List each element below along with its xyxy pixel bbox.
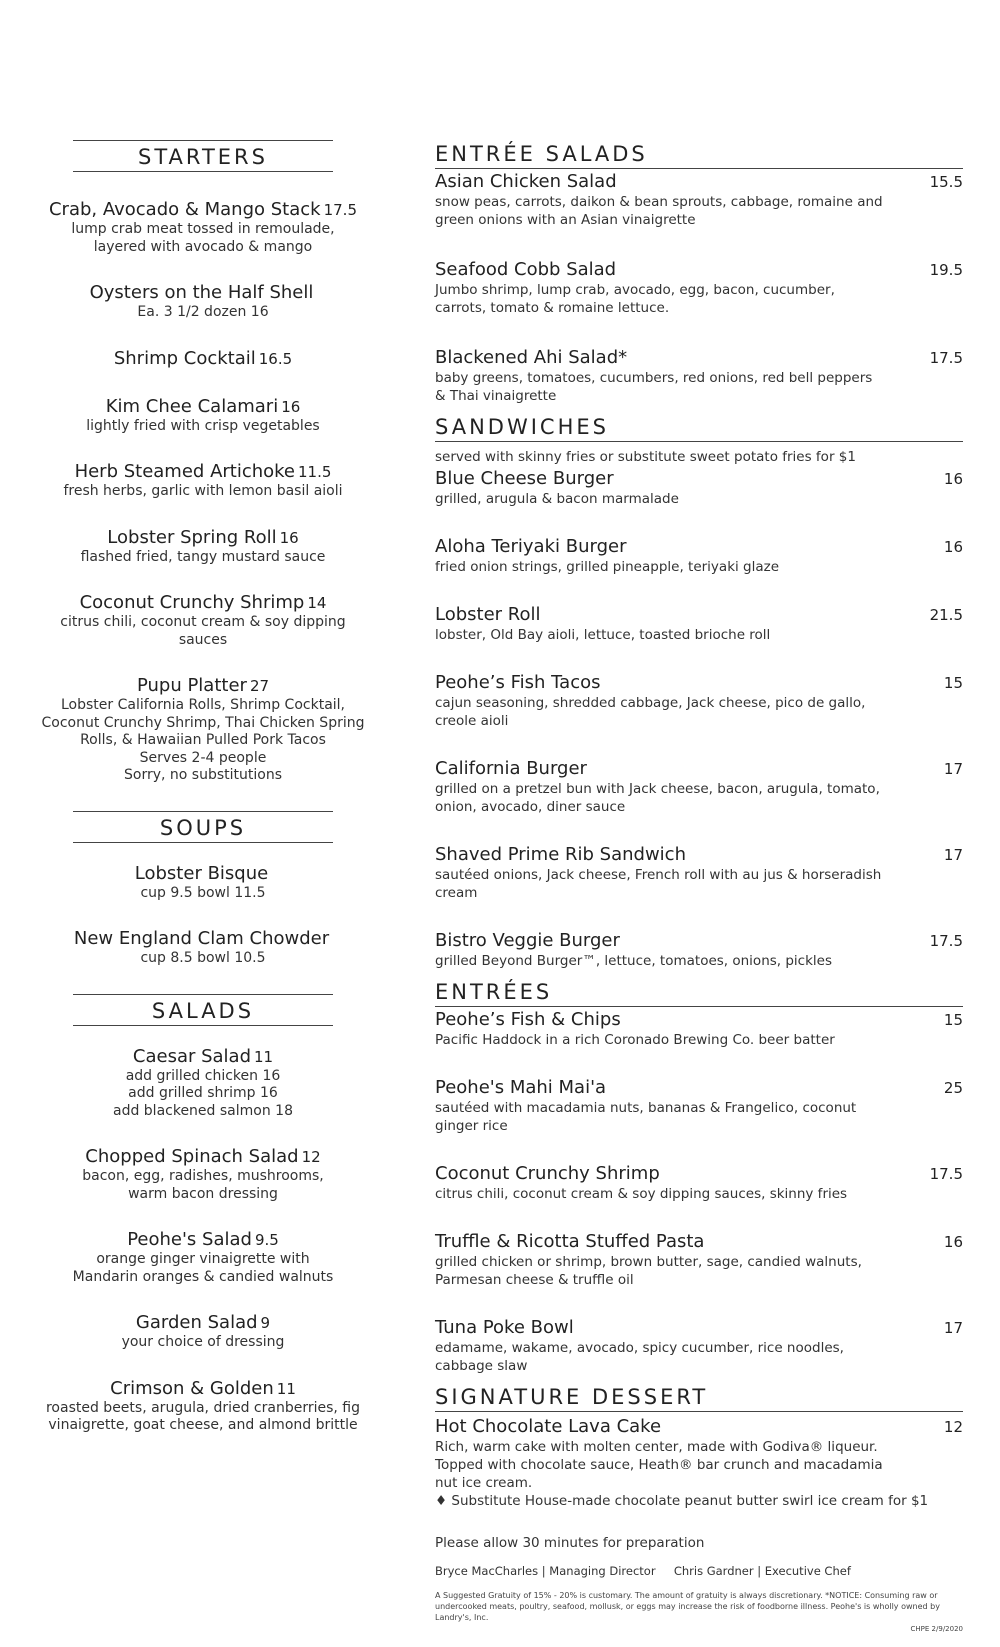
menu-item	[435, 1231, 963, 1289]
item-name	[40, 928, 366, 950]
item-name-text: Caesar Salad	[132, 1045, 252, 1067]
menu-item	[435, 171, 963, 229]
item-desc: vinaigrette, goat cheese, and almond brittle	[48, 1417, 358, 1433]
item-name: Blue Cheese Burger	[435, 468, 614, 489]
item-price: 19.5	[929, 261, 963, 279]
menu-item	[435, 844, 963, 902]
item-name-text: Shrimp Cocktail	[113, 347, 256, 369]
item-price: 16	[943, 1233, 963, 1251]
item-name: Aloha Teriyaki Burger	[435, 536, 627, 557]
item-name	[40, 199, 366, 221]
item-desc: sautéed onions, Jack cheese, French roll with au jus & horseradish cream	[435, 867, 882, 901]
item-desc: add grilled shrimp 16	[128, 1085, 278, 1101]
dessert-heading: SIGNATURE DESSERT	[435, 1383, 963, 1412]
item-name: Coconut Crunchy Shrimp	[435, 1163, 660, 1184]
menu-item	[40, 675, 366, 785]
item-desc: Ea. 3 1/2 dozen 16	[137, 304, 269, 320]
item-desc: bacon, egg, radishes, mushrooms,	[82, 1168, 324, 1184]
item-price: 9	[260, 1314, 271, 1332]
left-column	[40, 140, 366, 1435]
item-desc: orange ginger vinaigrette with	[96, 1251, 310, 1267]
item-price: 12	[301, 1148, 321, 1166]
item-desc: add blackened salmon 18	[112, 1102, 293, 1119]
item-desc: Rolls, & Hawaiian Pulled Pork Tacos	[80, 732, 326, 748]
item-name: Peohe’s Fish & Chips	[435, 1009, 621, 1030]
item-price: 17.5	[929, 932, 963, 950]
item-desc: add grilled chicken 16	[125, 1067, 281, 1084]
item-price: 16	[943, 470, 963, 488]
menu-item	[435, 1009, 963, 1049]
item-price: 21.5	[929, 606, 963, 624]
sandwiches-note: served with skinny fries or substitute sweet potato fries for $1	[435, 449, 856, 465]
sandwiches-list	[435, 468, 963, 970]
item-desc: cup 8.5 bowl 10.5	[140, 950, 266, 966]
item-desc: grilled, arugula & bacon marmalade	[435, 491, 679, 507]
item-name	[40, 1146, 366, 1168]
item-desc: Pacific Haddock in a rich Coronado Brewing Co. beer batter	[435, 1032, 835, 1048]
item-name-text: Lobster Bisque	[134, 862, 269, 884]
menu-item	[40, 461, 366, 501]
menu-item	[40, 348, 366, 370]
item-price: 9.5	[254, 1231, 279, 1249]
item-price: 17.5	[323, 201, 357, 219]
menu-item	[40, 1378, 366, 1435]
menu-item	[435, 468, 963, 508]
entrees-heading: ENTRÉES	[435, 978, 963, 1007]
menu-item	[435, 672, 963, 730]
prep-note: Please allow 30 minutes for preparation	[435, 1535, 705, 1551]
staff-credits: Bryce MacCharles | Managing Director Chris Gardner | Executive Chef	[435, 1564, 851, 1578]
item-price: 16.5	[258, 349, 293, 368]
entrees-list	[435, 1009, 963, 1375]
item-name-text: Peohe's Salad	[127, 1229, 252, 1250]
menu-item	[40, 928, 366, 968]
item-name	[40, 348, 366, 370]
item-desc: sautéed with macadamia nuts, bananas & Frangelico, coconut ginger rice	[435, 1100, 857, 1134]
entree-salads-list	[435, 171, 963, 405]
item-desc: cajun seasoning, shredded cabbage, Jack cheese, pico de gallo, creole aioli	[435, 695, 866, 729]
salads-list	[40, 1046, 366, 1435]
starters-list	[40, 199, 366, 785]
menu-item	[40, 1229, 366, 1286]
item-name-text: Pupu Platter	[136, 675, 247, 696]
item-name-text: Crimson & Golden	[110, 1377, 274, 1399]
item-desc: cup 9.5 bowl 11.5	[140, 884, 266, 901]
item-desc: lump crab meat tossed in remoulade,	[71, 221, 335, 237]
menu-item	[40, 863, 366, 903]
item-desc: Sorry, no substitutions	[124, 767, 282, 783]
item-desc: warm bacon dressing	[128, 1185, 278, 1202]
item-desc: edamame, wakame, avocado, spicy cucumber, rice noodles, cabbage slaw	[435, 1340, 844, 1374]
item-desc: grilled Beyond Burger™, lettuce, tomatoes, onions, pickles	[435, 953, 833, 969]
item-name: Shaved Prime Rib Sandwich	[435, 844, 686, 865]
item-name	[40, 1312, 366, 1334]
item-price: 15	[943, 1011, 963, 1029]
item-name	[40, 863, 366, 885]
item-name	[40, 592, 366, 614]
item-price: 17.5	[929, 1165, 963, 1183]
item-name	[40, 675, 366, 697]
item-desc: Lobster California Rolls, Shrimp Cocktail,	[61, 697, 345, 713]
item-desc: roasted beets, arugula, dried cranberries, fig	[45, 1399, 360, 1416]
item-desc: flashed fried, tangy mustard sauce	[80, 548, 326, 565]
item-price: 17.5	[929, 349, 963, 367]
item-name-text: Garden Salad	[135, 1312, 258, 1333]
soups-heading: SOUPS	[73, 811, 333, 843]
item-name: Bistro Veggie Burger	[435, 930, 620, 951]
item-name	[40, 461, 366, 483]
item-name-text: Lobster Spring Roll	[107, 526, 277, 548]
menu-item	[435, 1317, 963, 1375]
item-price: 17	[943, 846, 963, 864]
item-name	[40, 1229, 366, 1251]
item-price: 27	[249, 677, 270, 695]
item-desc: Mandarin oranges & candied walnuts	[72, 1268, 334, 1285]
item-name	[40, 396, 366, 418]
right-column	[435, 140, 963, 1635]
item-name	[40, 1378, 366, 1400]
item-name: Peohe's Mahi Mai'a	[435, 1077, 607, 1098]
menu-item	[40, 282, 366, 322]
item-name: Truffle & Ricotta Stuffed Pasta	[435, 1231, 705, 1252]
item-desc: baby greens, tomatoes, cucumbers, red onions, red bell peppers & Thai vinaigrette	[435, 370, 873, 404]
item-price: 17	[943, 760, 963, 778]
item-desc: lobster, Old Bay aioli, lettuce, toasted brioche roll	[435, 627, 771, 643]
menu-code: CHPE 2/9/2020	[910, 1625, 963, 1633]
dessert-desc: Rich, warm cake with molten center, made with Godiva® liqueur. Topped with chocolate sauce, Heath® bar crunch and macadamia nut ice cream.	[435, 1439, 883, 1491]
item-price: 11.5	[298, 463, 332, 481]
item-desc: sauces	[178, 631, 228, 648]
item-price: 25	[943, 1079, 963, 1097]
menu-item	[40, 1146, 366, 1203]
item-price: 15	[943, 674, 963, 692]
item-price: 16	[281, 397, 301, 416]
item-desc: Serves 2-4 people	[139, 749, 267, 766]
item-desc: Jumbo shrimp, lump crab, avocado, egg, bacon, cucumber, carrots, tomato & romaine lettuce.	[435, 282, 835, 316]
item-desc: snow peas, carrots, daikon & bean sprouts, cabbage, romaine and green onions with an Asian vinaigrette	[435, 194, 883, 228]
item-desc: fresh herbs, garlic with lemon basil aioli	[63, 483, 343, 499]
item-price: 15.5	[929, 173, 963, 191]
item-name-text: Oysters on the Half Shell	[89, 282, 314, 303]
item-desc: Coconut Crunchy Shrimp, Thai Chicken Spring	[41, 714, 365, 731]
menu-item	[435, 1163, 963, 1203]
item-name: Seafood Cobb Salad	[435, 259, 617, 280]
dessert-substitute: ♦ Substitute House-made chocolate peanut butter swirl ice cream for $1	[435, 1493, 929, 1509]
dessert-item	[435, 1416, 963, 1510]
menu-item	[40, 1312, 366, 1352]
dessert-name: Hot Chocolate Lava Cake	[435, 1416, 662, 1437]
item-name	[40, 282, 366, 304]
soups-list	[40, 863, 366, 968]
dessert-price: 12	[943, 1418, 963, 1436]
menu-item	[435, 930, 963, 970]
item-desc: grilled chicken or shrimp, brown butter, sage, candied walnuts, Parmesan cheese & truffle oil	[435, 1254, 862, 1288]
item-name-text: Coconut Crunchy Shrimp	[79, 592, 305, 613]
item-name	[40, 1046, 366, 1068]
item-price: 16	[943, 538, 963, 556]
item-price: 11	[254, 1047, 274, 1066]
item-name-text: New England Clam Chowder	[73, 928, 330, 949]
item-name: Lobster Roll	[435, 604, 541, 625]
item-name-text: Chopped Spinach Salad	[85, 1146, 299, 1167]
item-desc: citrus chili, coconut cream & soy dipping sauces, skinny fries	[435, 1186, 848, 1202]
item-name: California Burger	[435, 758, 587, 779]
disclaimer: A Suggested Gratuity of 15% - 20% is customary. The amount of gratuity is always discretionary. *NOTICE: Consuming raw or undercooked meats, poultry, seafood, mollusk, or eggs may increase the risk of foodborne illness. Peohe's is wholly owned by Landry's, Inc.	[435, 1591, 940, 1622]
item-name: Asian Chicken Salad	[435, 171, 617, 192]
menu-item	[435, 758, 963, 816]
item-desc: lightly fried with crisp vegetables	[86, 417, 320, 434]
menu-item	[40, 396, 366, 436]
item-name: Peohe’s Fish Tacos	[435, 672, 601, 693]
menu-item	[40, 592, 366, 649]
menu-item	[435, 536, 963, 576]
item-price: 16	[279, 528, 299, 547]
menu-item	[435, 259, 963, 317]
item-name-text: Crab, Avocado & Mango Stack	[48, 199, 321, 220]
sandwiches-heading: SANDWICHES	[435, 413, 963, 442]
salads-heading: SALADS	[73, 994, 333, 1026]
item-name: Tuna Poke Bowl	[435, 1317, 574, 1338]
item-name-text: Kim Chee Calamari	[105, 395, 279, 417]
item-name-text: Herb Steamed Artichoke	[74, 461, 296, 482]
menu-item	[40, 1046, 366, 1121]
item-desc: fried onion strings, grilled pineapple, teriyaki glaze	[435, 559, 780, 575]
item-price: 17	[943, 1319, 963, 1337]
menu-item	[40, 527, 366, 567]
item-price: 14	[307, 594, 327, 612]
menu-item	[435, 1077, 963, 1135]
item-desc: grilled on a pretzel bun with Jack cheese, bacon, arugula, tomato, onion, avocado, diner sauce	[435, 781, 880, 815]
menu-item	[40, 199, 366, 256]
item-name: Blackened Ahi Salad*	[435, 347, 628, 368]
entree-salads-heading: ENTRÉE SALADS	[435, 140, 963, 169]
item-desc: citrus chili, coconut cream & soy dipping	[60, 614, 346, 630]
item-desc: layered with avocado & mango	[93, 238, 313, 255]
starters-heading: STARTERS	[73, 140, 333, 172]
menu-item	[435, 347, 963, 405]
item-desc: your choice of dressing	[121, 1334, 285, 1350]
item-name	[40, 527, 366, 549]
item-price: 11	[276, 1379, 296, 1398]
menu-item	[435, 604, 963, 644]
